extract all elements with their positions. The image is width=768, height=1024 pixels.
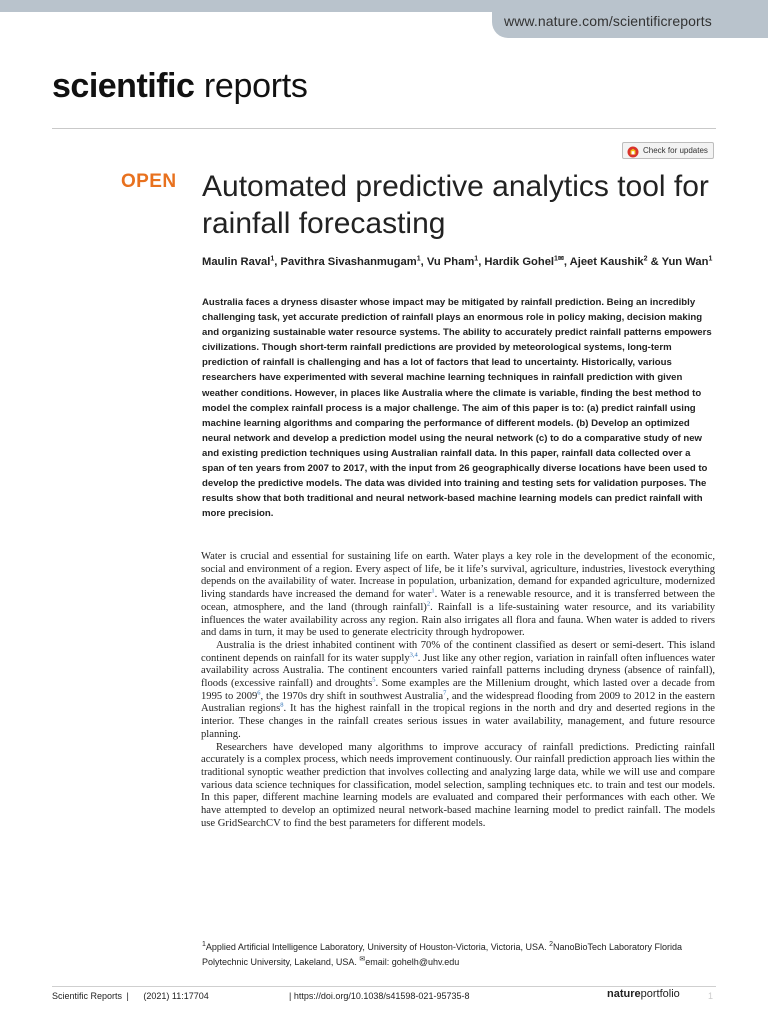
- citation-link[interactable]: 2: [426, 600, 431, 608]
- author-affiliation-mark: 2: [643, 255, 648, 263]
- brand-bold: nature: [607, 988, 641, 1000]
- text-run: . Just like any other region, variation in rainfall often influences water availability across Australia. The continent encounters varied rainfall patterns including dryness (absence of rainfall), floods (excessive rainfall) and droughts: [201, 652, 716, 690]
- check-for-updates-button[interactable]: [622, 142, 714, 159]
- body-paragraph: [201, 640, 715, 742]
- citation-link[interactable]: 7: [443, 689, 447, 697]
- author-affiliation-mark: 1✉: [554, 255, 564, 263]
- text-run: , and the widespread flooding from 2009 to 2012 in the eastern Australian regions: [201, 690, 715, 715]
- author-name[interactable]: Pavithra Sivashanmugam: [280, 256, 417, 268]
- abstract: Australia faces a dryness disaster whose impact may be mitigated by rainfall prediction. Being an incredibly challenging task, yet accurate prediction of rainfall plays an enormous role in policy making, decision making and organizing sustainable water resource systems. The ability to accurately predict rainfall patterns empowers civilizations. Though short-term rainfall predictions are provided by meteorological systems, long-term prediction of rainfall is challenging and has a lot of factors that lead to uncertainty. Historically, various researchers have experimented with several machine learning techniques in rainfall prediction with given weather conditions. However, in places like Australia where the climate is variable, finding the best method to model the complex rainfall process is a major challenge. The aim of this paper is to: (a) predict rainfall using machine learning algorithms and comparing the performance of different models. (b) Develop an optimized neural network and develop a prediction model using the neural network (c) to do a comparative study of new and existing prediction techniques using Australian rainfall data. In this paper, rainfall data collected over a span of ten years from 2007 to 2017, with the input from 26 geographically diverse locations have been used to develop the predictive models. The data was divided into training and testing sets for validation purposes. The results show that both traditional and neural network-based machine learning models can predict rainfall with more precision.: [202, 297, 712, 520]
- text-run: Water is crucial and essential for sustaining life on earth. Water plays a key role in the development of the economic, social and environment of a region. Every aspect of life, be it life’s survival, agriculture, industries, livestock everything depends on the availability of water. Increase in population, urbanization, demand for expanded agriculture, modernized living standards have increased the demand for water: [201, 551, 715, 601]
- text-run: . Water is a renewable resource, and it is transferred between the ocean, atmosphere, and the land (through rainfall): [201, 589, 715, 613]
- author-affiliation-mark: 1: [708, 255, 713, 263]
- article-title: Automated predictive analytics tool for rainfall forecasting: [202, 170, 709, 240]
- masthead-bold: scientific: [52, 67, 195, 105]
- nature-portfolio-logo[interactable]: [607, 988, 680, 1000]
- affiliations-footnote: [202, 940, 716, 970]
- affiliation-mark: 2: [549, 941, 553, 948]
- citation-link[interactable]: 3,4: [409, 651, 418, 659]
- text-run: . Some examples are the Millenium drought, which lasted over a decade from 1995 to 2009: [201, 678, 715, 702]
- citation-link[interactable]: 1: [431, 587, 435, 595]
- footer-volume: (2021) 11:17704: [143, 991, 209, 1001]
- check-for-updates-label: Check for updates: [643, 146, 708, 155]
- header-divider: [52, 128, 716, 129]
- footer-divider: [52, 986, 716, 987]
- footer-journal: Scientific Reports: [52, 991, 123, 1001]
- journal-url-link[interactable]: www.nature.com/scientificreports: [504, 13, 712, 29]
- text-run: , the 1970s dry shift in southwest Australia: [260, 690, 444, 702]
- mail-icon: ✉: [359, 956, 366, 963]
- author-name[interactable]: Maulin Raval: [202, 256, 271, 268]
- footer-separator: |: [126, 991, 129, 1001]
- citation-link[interactable]: 8: [280, 701, 284, 709]
- citation-link[interactable]: 6: [257, 689, 261, 697]
- affiliation-mark: 1: [202, 941, 206, 948]
- author-list: Maulin Raval$^1$, Pavithra Sivashanmugam$^1$, Vu Pham$^1$, Hardik Gohel$^{1✉}$, Ajeet Kaushik$^2$ & Yun Wan$^1$: [202, 255, 713, 268]
- text-run: Australia is the driest inhabited continent with 70% of the continent classified as desert or semi-desert. This island continent depends on rainfall for its water supply: [201, 639, 715, 664]
- body-paragraph: [201, 551, 715, 640]
- doi-link[interactable]: | https://doi.org/10.1038/s41598-021-95735-8: [289, 991, 470, 1001]
- masthead-light: reports: [203, 67, 308, 105]
- author-name[interactable]: Ajeet Kaushik: [569, 256, 644, 268]
- author-affiliation-mark: 1: [474, 255, 479, 263]
- author-name[interactable]: Vu Pham: [426, 256, 475, 268]
- text-run: . It has the highest rainfall in the tropical regions in the north and dry and deserted regions in the interior. These changes in the rainfall creates serious issues in water availability, management, and future resource planning.: [201, 703, 715, 740]
- text-run: Researchers have developed many algorithms to improve accuracy of rainfall predictions. Predicting rainfall accurately is a complex process, which needs improvement continuously. Our rainfall prediction approach lies within the traditional synoptic weather prediction that involves collecting and analyzing large data, while we will use and compare various data science techniques for classification, model selection, sampling techniques etc. to train and test our models. In this paper, different machine learning models are evaluated and compared their performances with each other. We have attempted to develop an optimized neural network-based machine learning model to predict rainfall. The models use GridSearchCV to find the best parameters for different models.: [201, 741, 715, 829]
- main-text: [201, 551, 715, 830]
- check-for-updates-icon: [627, 145, 639, 157]
- journal-masthead[interactable]: [52, 64, 308, 108]
- author-affiliation-mark: 1: [416, 255, 421, 263]
- author-name[interactable]: Hardik Gohel: [484, 256, 555, 268]
- author-affiliation-mark: 1: [270, 255, 275, 263]
- footer-citation: [52, 991, 209, 1001]
- body-paragraph: [201, 742, 715, 831]
- citation-link[interactable]: 5: [372, 676, 376, 684]
- page-number: 1: [708, 991, 714, 1001]
- affiliation-text: Applied Artificial Intelligence Laboratory, University of Houston-Victoria, Victoria, USA.: [205, 942, 550, 952]
- corresponding-email-link[interactable]: email: gohelh@uhv.edu: [365, 957, 460, 967]
- affiliation-text: NanoBioTech Laboratory Florida Polytechnic University, Lakeland, USA.: [202, 942, 683, 967]
- brand-light: portfolio: [640, 988, 680, 1000]
- text-run: . Rainfall is a life-sustaining water resource, and its variability influences the water availability across any region. Rain also irrigates all flora and fauna. When water is added to rivers and dams in turn, it may be used to generate electricity through hydropower.: [201, 601, 715, 639]
- open-access-label: OPEN: [121, 171, 177, 192]
- author-name[interactable]: Yun Wan: [661, 256, 709, 268]
